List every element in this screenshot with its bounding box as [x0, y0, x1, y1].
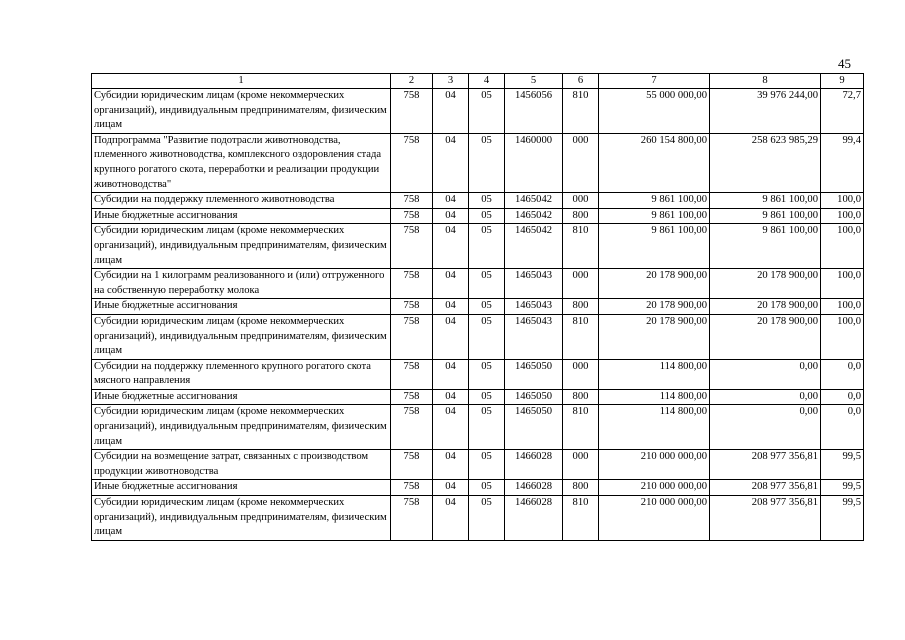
actual-amount-cell: 9 861 100,00 — [710, 193, 821, 209]
planned-amount-cell: 20 178 900,00 — [599, 314, 710, 359]
expense-type-cell: 810 — [563, 89, 599, 134]
target-article-cell: 1465050 — [505, 389, 563, 405]
expense-type-cell: 000 — [563, 450, 599, 480]
execution-percent-cell: 100,0 — [821, 269, 864, 299]
section-code-cell: 04 — [433, 314, 469, 359]
target-article-cell: 1466028 — [505, 450, 563, 480]
target-article-cell: 1465042 — [505, 224, 563, 269]
actual-amount-cell: 9 861 100,00 — [710, 208, 821, 224]
expense-type-cell: 810 — [563, 405, 599, 450]
section-code-cell: 04 — [433, 480, 469, 496]
header-cell: 8 — [710, 74, 821, 89]
item-name-cell: Субсидии на поддержку племенного крупного рогатого скота мясного направления — [92, 359, 391, 389]
subsection-code-cell: 05 — [469, 496, 505, 541]
target-article-cell: 1465042 — [505, 208, 563, 224]
actual-amount-cell: 39 976 244,00 — [710, 89, 821, 134]
section-code-cell: 04 — [433, 496, 469, 541]
table-row — [92, 89, 864, 134]
section-code-cell: 04 — [433, 208, 469, 224]
execution-percent-cell: 100,0 — [821, 314, 864, 359]
actual-amount-cell: 9 861 100,00 — [710, 224, 821, 269]
header-cell: 5 — [505, 74, 563, 89]
header-row — [92, 74, 864, 89]
target-article-cell: 1466028 — [505, 496, 563, 541]
subsection-code-cell: 05 — [469, 89, 505, 134]
table-row — [92, 389, 864, 405]
header-cell: 2 — [391, 74, 433, 89]
actual-amount-cell: 0,00 — [710, 405, 821, 450]
ministry-code-cell: 758 — [391, 389, 433, 405]
header-cell: 6 — [563, 74, 599, 89]
actual-amount-cell: 20 178 900,00 — [710, 314, 821, 359]
target-article-cell: 1460000 — [505, 133, 563, 192]
ministry-code-cell: 758 — [391, 496, 433, 541]
execution-percent-cell: 99,4 — [821, 133, 864, 192]
target-article-cell: 1465043 — [505, 314, 563, 359]
expense-type-cell: 800 — [563, 299, 599, 315]
item-name-cell: Иные бюджетные ассигнования — [92, 208, 391, 224]
section-code-cell: 04 — [433, 224, 469, 269]
item-name-cell: Иные бюджетные ассигнования — [92, 480, 391, 496]
ministry-code-cell: 758 — [391, 299, 433, 315]
ministry-code-cell: 758 — [391, 450, 433, 480]
item-name-cell: Субсидии юридическим лицам (кроме некоммерческих организаций), индивидуальным предпринимателям, физическим лицам — [92, 224, 391, 269]
item-name-cell: Субсидии на возмещение затрат, связанных с производством продукции животноводства — [92, 450, 391, 480]
planned-amount-cell: 114 800,00 — [599, 405, 710, 450]
subsection-code-cell: 05 — [469, 405, 505, 450]
ministry-code-cell: 758 — [391, 133, 433, 192]
planned-amount-cell: 9 861 100,00 — [599, 224, 710, 269]
table-row — [92, 496, 864, 541]
table-row — [92, 405, 864, 450]
target-article-cell: 1456056 — [505, 89, 563, 134]
subsection-code-cell: 05 — [469, 359, 505, 389]
planned-amount-cell: 20 178 900,00 — [599, 299, 710, 315]
section-code-cell: 04 — [433, 89, 469, 134]
actual-amount-cell: 258 623 985,29 — [710, 133, 821, 192]
header-cell: 1 — [92, 74, 391, 89]
expense-type-cell: 000 — [563, 269, 599, 299]
execution-percent-cell: 100,0 — [821, 299, 864, 315]
planned-amount-cell: 210 000 000,00 — [599, 496, 710, 541]
expense-type-cell: 000 — [563, 193, 599, 209]
expense-type-cell: 000 — [563, 133, 599, 192]
ministry-code-cell: 758 — [391, 89, 433, 134]
execution-percent-cell: 0,0 — [821, 405, 864, 450]
target-article-cell: 1465043 — [505, 299, 563, 315]
section-code-cell: 04 — [433, 269, 469, 299]
subsection-code-cell: 05 — [469, 133, 505, 192]
target-article-cell: 1465050 — [505, 359, 563, 389]
section-code-cell: 04 — [433, 405, 469, 450]
target-article-cell: 1466028 — [505, 480, 563, 496]
subsection-code-cell: 05 — [469, 224, 505, 269]
table-row — [92, 269, 864, 299]
execution-percent-cell: 99,5 — [821, 450, 864, 480]
subsection-code-cell: 05 — [469, 269, 505, 299]
item-name-cell: Субсидии юридическим лицам (кроме некоммерческих организаций), индивидуальным предпринимателям, физическим лицам — [92, 405, 391, 450]
planned-amount-cell: 114 800,00 — [599, 389, 710, 405]
table-row — [92, 133, 864, 192]
planned-amount-cell: 55 000 000,00 — [599, 89, 710, 134]
expense-type-cell: 810 — [563, 496, 599, 541]
planned-amount-cell: 20 178 900,00 — [599, 269, 710, 299]
expense-type-cell: 810 — [563, 314, 599, 359]
item-name-cell: Субсидии на 1 килограмм реализованного и (или) отгруженного на собственную переработку молока — [92, 269, 391, 299]
header-cell: 3 — [433, 74, 469, 89]
planned-amount-cell: 9 861 100,00 — [599, 193, 710, 209]
ministry-code-cell: 758 — [391, 405, 433, 450]
section-code-cell: 04 — [433, 450, 469, 480]
ministry-code-cell: 758 — [391, 224, 433, 269]
section-code-cell: 04 — [433, 133, 469, 192]
budget-table — [91, 73, 864, 541]
execution-percent-cell: 0,0 — [821, 389, 864, 405]
execution-percent-cell: 100,0 — [821, 193, 864, 209]
actual-amount-cell: 208 977 356,81 — [710, 496, 821, 541]
table-row — [92, 208, 864, 224]
page-number: 45 — [838, 56, 851, 71]
execution-percent-cell: 99,5 — [821, 480, 864, 496]
subsection-code-cell: 05 — [469, 193, 505, 209]
item-name-cell: Субсидии на поддержку племенного животноводства — [92, 193, 391, 209]
execution-percent-cell: 0,0 — [821, 359, 864, 389]
header-cell: 4 — [469, 74, 505, 89]
execution-percent-cell: 72,7 — [821, 89, 864, 134]
item-name-cell: Субсидии юридическим лицам (кроме некоммерческих организаций), индивидуальным предпринимателям, физическим лицам — [92, 89, 391, 134]
execution-percent-cell: 99,5 — [821, 496, 864, 541]
subsection-code-cell: 05 — [469, 299, 505, 315]
section-code-cell: 04 — [433, 299, 469, 315]
actual-amount-cell: 208 977 356,81 — [710, 480, 821, 496]
subsection-code-cell: 05 — [469, 450, 505, 480]
planned-amount-cell: 9 861 100,00 — [599, 208, 710, 224]
table-row — [92, 359, 864, 389]
item-name-cell: Субсидии юридическим лицам (кроме некоммерческих организаций), индивидуальным предпринимателям, физическим лицам — [92, 314, 391, 359]
table-row — [92, 450, 864, 480]
actual-amount-cell: 0,00 — [710, 359, 821, 389]
ministry-code-cell: 758 — [391, 480, 433, 496]
expense-type-cell: 800 — [563, 480, 599, 496]
table-row — [92, 224, 864, 269]
subsection-code-cell: 05 — [469, 208, 505, 224]
section-code-cell: 04 — [433, 193, 469, 209]
item-name-cell: Иные бюджетные ассигнования — [92, 389, 391, 405]
item-name-cell: Субсидии юридическим лицам (кроме некоммерческих организаций), индивидуальным предпринимателям, физическим лицам — [92, 496, 391, 541]
header-cell: 7 — [599, 74, 710, 89]
ministry-code-cell: 758 — [391, 359, 433, 389]
planned-amount-cell: 260 154 800,00 — [599, 133, 710, 192]
execution-percent-cell: 100,0 — [821, 224, 864, 269]
ministry-code-cell: 758 — [391, 269, 433, 299]
section-code-cell: 04 — [433, 359, 469, 389]
table-row — [92, 480, 864, 496]
planned-amount-cell: 210 000 000,00 — [599, 450, 710, 480]
subsection-code-cell: 05 — [469, 314, 505, 359]
target-article-cell: 1465043 — [505, 269, 563, 299]
actual-amount-cell: 20 178 900,00 — [710, 299, 821, 315]
table-body — [92, 89, 864, 541]
ministry-code-cell: 758 — [391, 193, 433, 209]
planned-amount-cell: 114 800,00 — [599, 359, 710, 389]
planned-amount-cell: 210 000 000,00 — [599, 480, 710, 496]
table-row — [92, 193, 864, 209]
table-row — [92, 299, 864, 315]
expense-type-cell: 810 — [563, 224, 599, 269]
actual-amount-cell: 208 977 356,81 — [710, 450, 821, 480]
expense-type-cell: 800 — [563, 208, 599, 224]
actual-amount-cell: 0,00 — [710, 389, 821, 405]
header-cell: 9 — [821, 74, 864, 89]
ministry-code-cell: 758 — [391, 208, 433, 224]
ministry-code-cell: 758 — [391, 314, 433, 359]
table-row — [92, 314, 864, 359]
item-name-cell: Подпрограмма "Развитие подотрасли животноводства, племенного животноводства, комплексного оздоровления стада крупного рогатого скота, переработки и реализации продукции животноводства" — [92, 133, 391, 192]
expense-type-cell: 000 — [563, 359, 599, 389]
subsection-code-cell: 05 — [469, 480, 505, 496]
item-name-cell: Иные бюджетные ассигнования — [92, 299, 391, 315]
section-code-cell: 04 — [433, 389, 469, 405]
execution-percent-cell: 100,0 — [821, 208, 864, 224]
target-article-cell: 1465042 — [505, 193, 563, 209]
subsection-code-cell: 05 — [469, 389, 505, 405]
target-article-cell: 1465050 — [505, 405, 563, 450]
expense-type-cell: 800 — [563, 389, 599, 405]
actual-amount-cell: 20 178 900,00 — [710, 269, 821, 299]
